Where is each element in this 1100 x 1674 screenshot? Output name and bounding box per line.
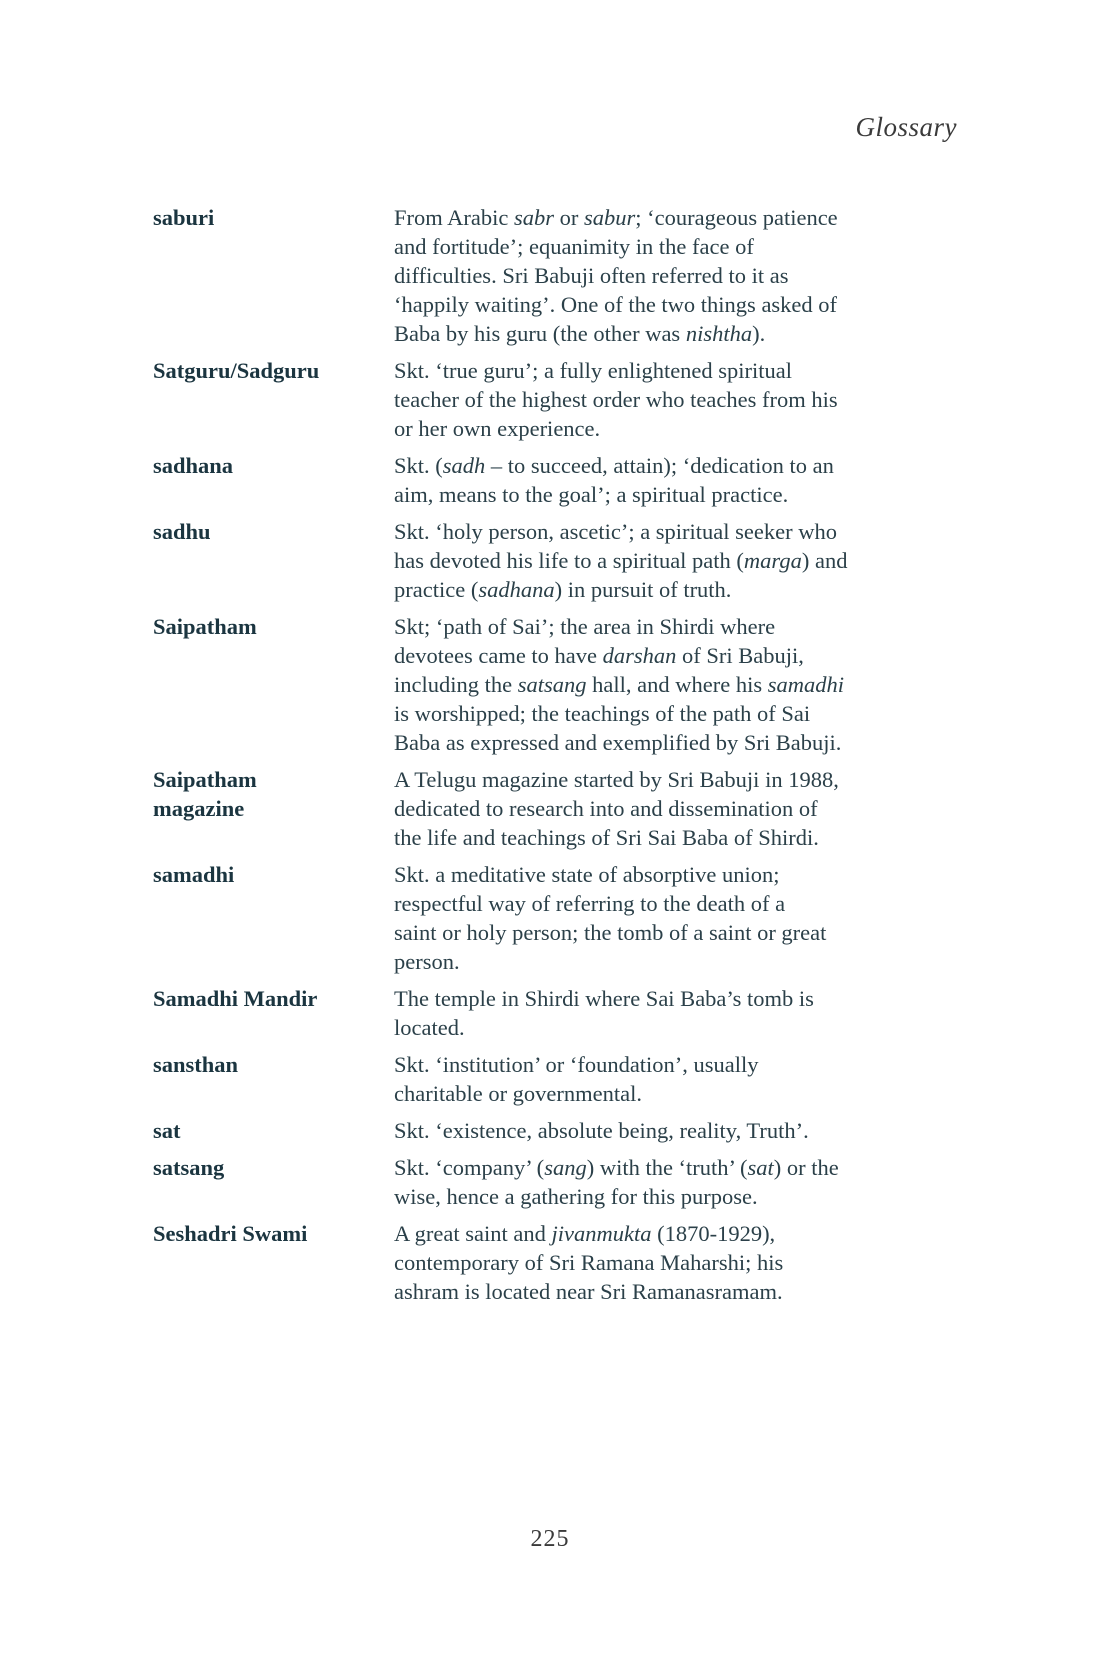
glossary-entry	[153, 984, 963, 1042]
definition-line: contemporary of Sri Ramana Maharshi; his	[394, 1250, 784, 1275]
glossary-term: Saipatham	[153, 614, 257, 639]
glossary-definition	[394, 1050, 963, 1108]
glossary-entry	[153, 517, 963, 604]
glossary-entry	[153, 1219, 963, 1306]
glossary-definition	[394, 612, 963, 757]
definition-line: Skt. a meditative state of absorptive union;	[394, 862, 780, 887]
glossary-definition	[394, 984, 963, 1042]
definition-line: located.	[394, 1015, 465, 1040]
definition-line: respectful way of referring to the death of a	[394, 891, 786, 916]
definition-line: Skt. ‘existence, absolute being, reality, Truth’.	[394, 1118, 809, 1143]
definition-line: Skt. ‘true guru’; a fully enlightened spiritual	[394, 358, 793, 383]
definition-line: has devoted his life to a spiritual path (marga) and	[394, 548, 848, 573]
definition-line: Skt; ‘path of Sai’; the area in Shirdi where	[394, 614, 776, 639]
definition-line: ‘happily waiting’. One of the two things asked of	[394, 292, 838, 317]
glossary-definition	[394, 517, 963, 604]
definition-line: person.	[394, 949, 460, 974]
glossary-entry	[153, 765, 963, 852]
glossary-definition	[394, 203, 963, 348]
definition-line: and fortitude’; equanimity in the face of	[394, 234, 754, 259]
glossary-definition	[394, 451, 963, 509]
glossary-entry	[153, 860, 963, 976]
definition-line: devotees came to have darshan of Sri Babuji,	[394, 643, 804, 668]
definition-line: or her own experience.	[394, 416, 601, 441]
definition-line: saint or holy person; the tomb of a saint or great	[394, 920, 827, 945]
page-number: 225	[530, 1526, 570, 1552]
definition-line: A Telugu magazine started by Sri Babuji in 1988,	[394, 767, 839, 792]
glossary-term: sansthan	[153, 1052, 239, 1077]
glossary-term: Seshadri Swami	[153, 1221, 308, 1246]
definition-line: Baba by his guru (the other was nishtha).	[394, 321, 766, 346]
definition-line: Skt. (sadh – to succeed, attain); ‘dedication to an	[394, 453, 834, 478]
glossary-definition	[394, 1219, 963, 1306]
glossary-term: sadhana	[153, 453, 234, 478]
glossary-term: Samadhi Mandir	[153, 986, 318, 1011]
definition-line: From Arabic sabr or sabur; ‘courageous patience	[394, 205, 838, 230]
definition-line: aim, means to the goal’; a spiritual practice.	[394, 482, 789, 507]
glossary-term: saburi	[153, 205, 215, 230]
glossary-definition	[394, 860, 963, 976]
definition-line: Skt. ‘holy person, ascetic’; a spiritual seeker who	[394, 519, 838, 544]
definition-line: Baba as expressed and exemplified by Sri Babuji.	[394, 730, 842, 755]
definition-line: charitable or governmental.	[394, 1081, 643, 1106]
definition-line: ashram is located near Sri Ramanasramam.	[394, 1279, 783, 1304]
definition-line: teacher of the highest order who teaches from his	[394, 387, 838, 412]
glossary-term: Saipatham magazine	[153, 767, 257, 821]
glossary-term: sat	[153, 1118, 181, 1143]
glossary-list	[153, 203, 963, 1314]
glossary-term: sadhu	[153, 519, 211, 544]
definition-line: practice (sadhana) in pursuit of truth.	[394, 577, 732, 602]
glossary-entry	[153, 356, 963, 443]
definition-line: including the satsang hall, and where his samadhi	[394, 672, 844, 697]
glossary-definition	[394, 1116, 963, 1145]
definition-line: A great saint and jivanmukta (1870-1929),	[394, 1221, 776, 1246]
definition-line: Skt. ‘institution’ or ‘foundation’, usually	[394, 1052, 759, 1077]
definition-line: wise, hence a gathering for this purpose.	[394, 1184, 758, 1209]
definition-line: the life and teachings of Sri Sai Baba of Shirdi.	[394, 825, 819, 850]
glossary-term: samadhi	[153, 862, 235, 887]
running-header: Glossary	[855, 112, 957, 142]
glossary-entry	[153, 1153, 963, 1211]
glossary-term: Satguru/Sadguru	[153, 358, 320, 383]
glossary-definition	[394, 1153, 963, 1211]
glossary-term: satsang	[153, 1155, 225, 1180]
glossary-entry	[153, 451, 963, 509]
glossary-definition	[394, 765, 963, 852]
definition-line: The temple in Shirdi where Sai Baba’s tomb is	[394, 986, 814, 1011]
definition-line: Skt. ‘company’ (sang) with the ‘truth’ (sat) or the	[394, 1155, 839, 1180]
glossary-entry	[153, 612, 963, 757]
glossary-definition	[394, 356, 963, 443]
definition-line: is worshipped; the teachings of the path of Sai	[394, 701, 811, 726]
definition-line: difficulties. Sri Babuji often referred to it as	[394, 263, 789, 288]
glossary-entry	[153, 1050, 963, 1108]
definition-line: dedicated to research into and dissemination of	[394, 796, 818, 821]
glossary-entry	[153, 203, 963, 348]
glossary-entry	[153, 1116, 963, 1145]
